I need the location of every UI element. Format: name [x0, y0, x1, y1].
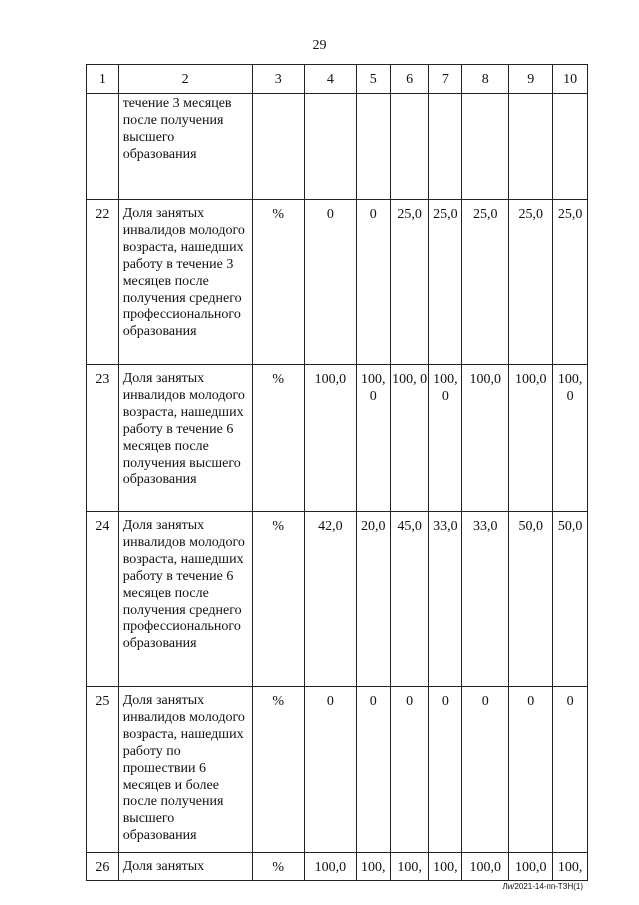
- document-code: Ли/2021-14-пп-ТЗН(1): [502, 882, 583, 891]
- row-number: 22: [87, 200, 119, 365]
- unit-cell: %: [252, 853, 304, 881]
- indicator-name: Доля занятых инвалидов молодого возраста, нашедших работу по прошествии 6 месяцев и более после получения высшего образования: [118, 687, 252, 853]
- header-cell: 1: [87, 65, 119, 94]
- value-cell: 50,0: [509, 512, 553, 687]
- value-cell: 0: [356, 200, 390, 365]
- row-number: 25: [87, 687, 119, 853]
- value-cell: 0: [356, 687, 390, 853]
- header-cell: 3: [252, 65, 304, 94]
- value-cell: 100,: [429, 853, 462, 881]
- value-cell: 100,0: [509, 365, 553, 512]
- page-number: 29: [312, 38, 327, 53]
- value-cell: 33,0: [462, 512, 509, 687]
- value-cell: 50,0: [553, 512, 588, 687]
- value-cell: [356, 94, 390, 200]
- value-cell: 0: [390, 687, 429, 853]
- value-cell: 100,0: [462, 365, 509, 512]
- value-cell: 0: [553, 687, 588, 853]
- value-cell: 0: [429, 687, 462, 853]
- value-cell: 100,0: [509, 853, 553, 881]
- value-cell: 25,0: [429, 200, 462, 365]
- value-cell: 100,0: [304, 853, 356, 881]
- indicator-name: течение 3 месяцев после получения высшего образования: [118, 94, 252, 200]
- header-cell: 5: [356, 65, 390, 94]
- unit-cell: %: [252, 200, 304, 365]
- indicator-name: Доля занятых инвалидов молодого возраста, нашедших работу в течение 6 месяцев после получения высшего образования: [118, 365, 252, 512]
- header-cell: 6: [390, 65, 429, 94]
- table-row: [87, 512, 588, 687]
- value-cell: 100, 0: [429, 365, 462, 512]
- table-row: [87, 94, 588, 200]
- value-cell: 0: [462, 687, 509, 853]
- table-header-row: [87, 65, 588, 94]
- header-cell: 8: [462, 65, 509, 94]
- value-cell: 33,0: [429, 512, 462, 687]
- table-row: [87, 200, 588, 365]
- value-cell: 25,0: [390, 200, 429, 365]
- value-cell: 100,: [553, 853, 588, 881]
- unit-cell: %: [252, 687, 304, 853]
- value-cell: 0: [304, 200, 356, 365]
- value-cell: [390, 94, 429, 200]
- value-cell: 100,: [390, 853, 429, 881]
- value-cell: 0: [304, 687, 356, 853]
- value-cell: 25,0: [462, 200, 509, 365]
- value-cell: 20,0: [356, 512, 390, 687]
- value-cell: 100,: [356, 853, 390, 881]
- value-cell: [509, 94, 553, 200]
- table-row: [87, 687, 588, 853]
- row-number: [87, 94, 119, 200]
- indicator-name: Доля занятых: [118, 853, 252, 881]
- value-cell: [252, 94, 304, 200]
- indicator-name: Доля занятых инвалидов молодого возраста, нашедших работу в течение 6 месяцев после получения среднего профессионального образования: [118, 512, 252, 687]
- row-number: 23: [87, 365, 119, 512]
- indicators-table: [86, 64, 588, 881]
- header-cell: 10: [553, 65, 588, 94]
- table-row: [87, 853, 588, 881]
- value-cell: 25,0: [509, 200, 553, 365]
- header-cell: 9: [509, 65, 553, 94]
- header-cell: 7: [429, 65, 462, 94]
- row-number: 24: [87, 512, 119, 687]
- header-cell: 2: [118, 65, 252, 94]
- value-cell: [429, 94, 462, 200]
- table-row: [87, 365, 588, 512]
- value-cell: 42,0: [304, 512, 356, 687]
- value-cell: [304, 94, 356, 200]
- value-cell: 100, 0: [553, 365, 588, 512]
- value-cell: 100, 0: [356, 365, 390, 512]
- unit-cell: %: [252, 365, 304, 512]
- header-cell: 4: [304, 65, 356, 94]
- row-number: 26: [87, 853, 119, 881]
- value-cell: 25,0: [553, 200, 588, 365]
- value-cell: 100,0: [462, 853, 509, 881]
- value-cell: [462, 94, 509, 200]
- unit-cell: %: [252, 512, 304, 687]
- value-cell: 100, 0: [390, 365, 429, 512]
- indicator-name: Доля занятых инвалидов молодого возраста, нашедших работу в течение 3 месяцев после получения среднего профессионального образования: [118, 200, 252, 365]
- value-cell: 0: [509, 687, 553, 853]
- value-cell: [553, 94, 588, 200]
- value-cell: 100,0: [304, 365, 356, 512]
- value-cell: 45,0: [390, 512, 429, 687]
